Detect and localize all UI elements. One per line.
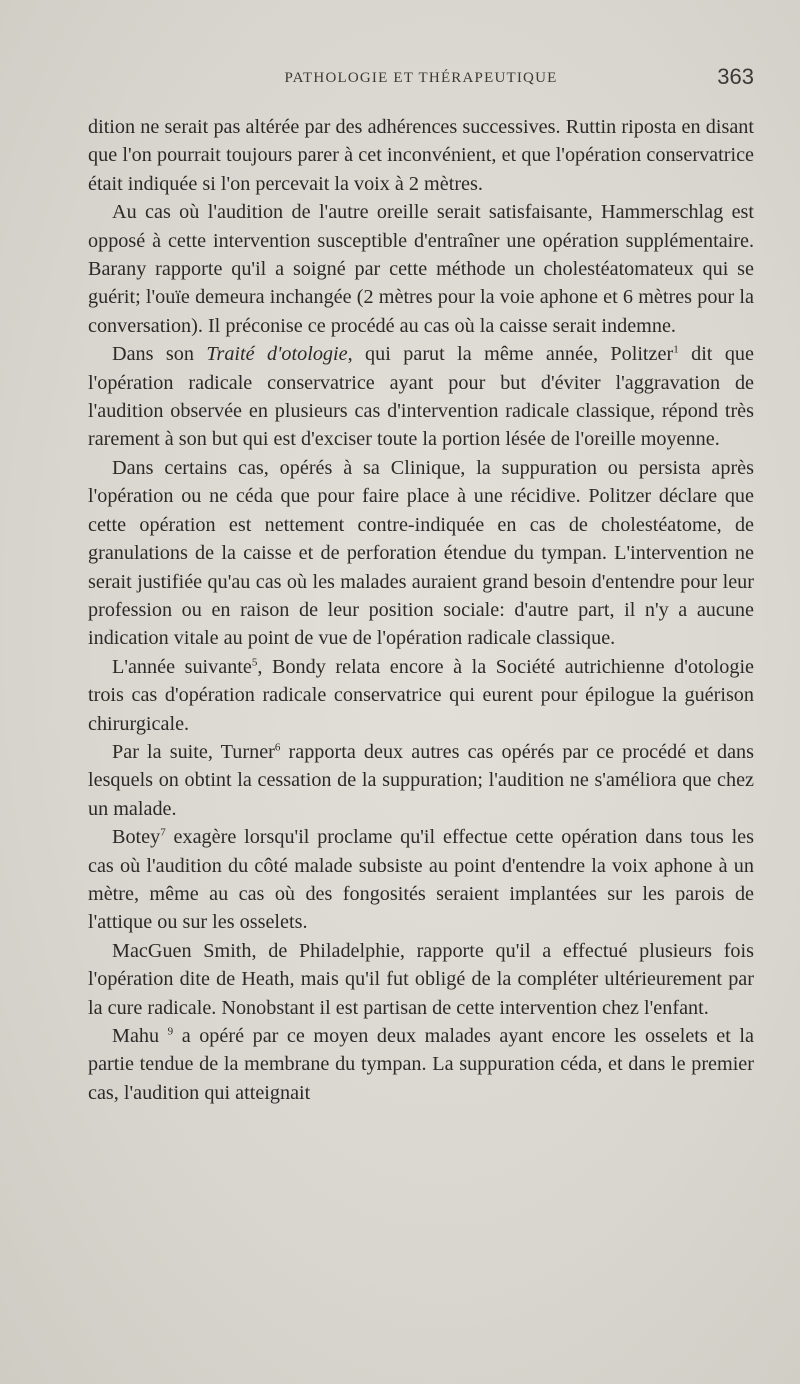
paragraph-text: dition ne serait pas altérée par des adhérences successives. Ruttin riposta en disant que l'on pourrait toujours parer à cet inconvénient, et que l'opération conservatrice était indiquée si l'on percevait la voix à 2 mètres.	[88, 116, 754, 195]
paragraph-text-end: a opéré par ce moyen deux malades ayant encore les osselets et la partie tendue de la membrane du tympan. La suppuration céda, et dans le premier cas, l'audition qui atteignait	[88, 1025, 754, 1104]
footnote-ref: 9	[167, 1025, 174, 1038]
paragraph-8	[88, 937, 754, 1022]
paragraph-7	[88, 823, 754, 937]
paragraph-text-start: Mahu	[112, 1025, 168, 1047]
paragraph-2	[88, 198, 754, 340]
footnote-ref: 7	[160, 826, 166, 839]
page-header	[88, 64, 754, 100]
paragraph-5	[88, 653, 754, 738]
paragraph-text-start: Botey	[112, 826, 161, 849]
paragraph-text: Au cas où l'audition de l'autre oreille serait satisfaisante, Hammerschlag est opposé à cette intervention susceptible d'entraîner une opération supplémentaire. Barany rapporte qu'il a soigné par cette méthode un cholestéatomateux qui se guérit; l'ouïe demeura inchangée (2 mètres pour la voie aphone et 6 mètres pour la conversation). Il préconise ce procédé au cas où la caisse serait indemne.	[88, 201, 754, 337]
footnote-ref: 1	[673, 343, 679, 356]
book-title: Traité d'otologie	[206, 343, 348, 366]
paragraph-text-end: dit que l'opération radicale conservatrice ayant pour but d'éviter l'aggravation de l'audition observée en plusieurs cas d'intervention radicale classique, répond très rarement à son but qui est d'exciser toute la portion lésée de l'oreille moyenne.	[88, 343, 754, 451]
paragraph-1	[88, 113, 754, 198]
footnote-ref: 5	[251, 655, 258, 668]
footnote-ref: 6	[274, 741, 281, 754]
paragraph-text-start: Dans son	[112, 343, 207, 366]
paragraph-3	[88, 340, 754, 454]
paragraph-text-end: exagère lorsqu'il proclame qu'il effectue cette opération dans tous les cas où l'audition du côté malade subsiste au point d'entendre la voix aphone à un mètre, même au cas où des fongosités seraient implantées sur les parois de l'attique ou sur les osselets.	[88, 826, 754, 934]
paragraph-4	[88, 454, 754, 653]
paragraph-9	[88, 1022, 754, 1107]
paragraph-text: Dans certains cas, opérés à sa Clinique, la suppuration ou persista après l'opération ou ne céda que pour faire place à une récidive. Politzer déclare que cette opération est nettement contre-indiquée en cas de cholestéatome, de granulations de la caisse et de perforation étendue du tympan. L'intervention ne serait justifiée qu'au cas où les malades auraient grand besoin d'entendre pour leur profession ou en raison de leur position sociale: d'autre part, il n'y a aucune indication vitale au point de vue de l'opération radicale classique.	[88, 456, 754, 650]
paragraph-text: MacGuen Smith, de Philadelphie, rapporte qu'il a effectué plusieurs fois l'opération dite de Heath, mais qu'il fut obligé de la compléter ultérieurement par la cure radicale. Nonobstant il est partisan de cette intervention chez l'enfant.	[88, 939, 754, 1019]
running-title: PATHOLOGIE ET THÉRAPEUTIQUE	[284, 70, 558, 86]
paragraph-text-start: L'année suivante	[112, 655, 252, 678]
paragraph-text-mid: , qui parut la même année, Politzer	[347, 343, 674, 366]
page-number: 363	[717, 64, 754, 89]
body-text	[88, 113, 754, 1107]
paragraph-text-start: Par la suite, Turner	[112, 740, 275, 763]
paragraph-text-end: rapporta deux autres cas opérés par ce procédé et dans lesquels on obtint la cessation de la suppuration; l'audition ne s'améliora que chez un malade.	[88, 740, 754, 820]
paragraph-6	[88, 738, 754, 823]
paragraph-text-end: , Bondy relata encore à la Société autrichienne d'otologie trois cas d'opération radicale conservatrice qui eurent pour épilogue la guérison chirurgicale.	[88, 655, 755, 735]
